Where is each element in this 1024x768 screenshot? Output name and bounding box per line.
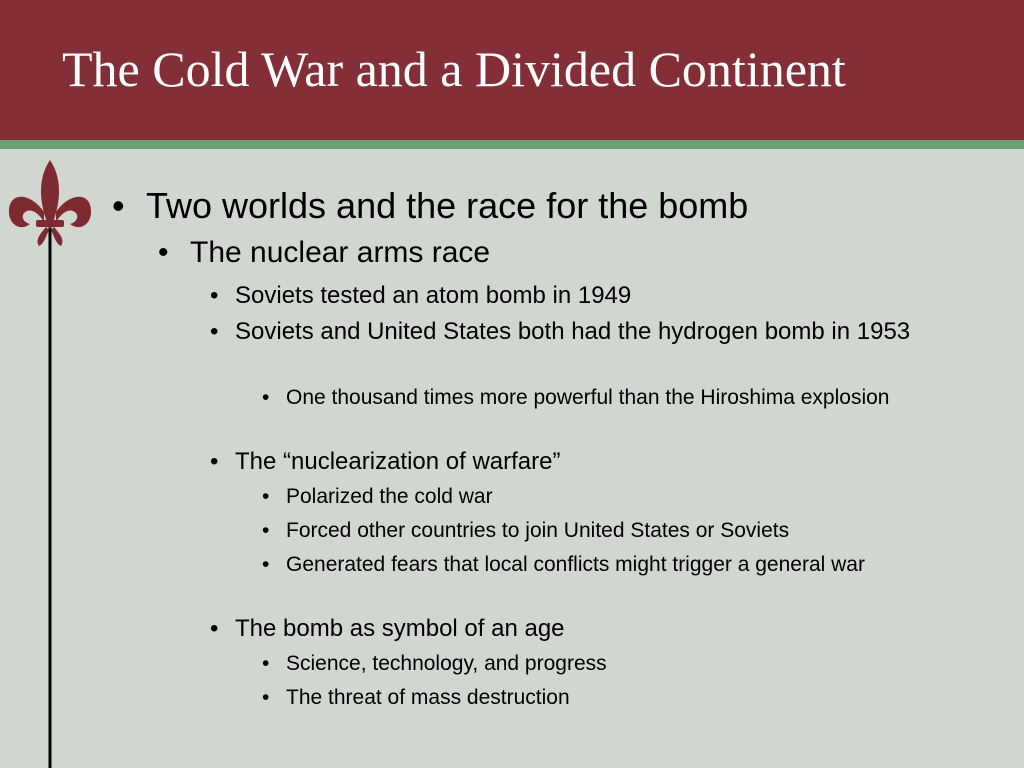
bullet-2: •: [158, 236, 169, 269]
bullet-text-4: Soviets and United States both had the hydrogen bomb in 1953: [235, 318, 911, 345]
bullet-text-3: Soviets tested an atom bomb in 1949: [235, 282, 632, 309]
slide-title: The Cold War and a Divided Continent: [62, 41, 846, 97]
bullet-text-7: Polarized the cold war: [286, 485, 493, 508]
bullet-text-2: The nuclear arms race: [190, 236, 491, 269]
bullet-text-8: Forced other countries to join United States or Soviets: [286, 519, 790, 542]
bullet-9: •: [262, 553, 270, 576]
bullet-4: •: [210, 318, 219, 345]
bullet-5: •: [262, 386, 270, 409]
bullet-text-10: The bomb as symbol of an age: [235, 615, 565, 642]
bullet-text-12: The threat of mass destruction: [286, 686, 570, 709]
bullet-text-9: Generated fears that local conflicts might trigger a general war: [286, 553, 865, 576]
bullet-text-1: Two worlds and the race for the bomb: [146, 185, 749, 226]
bullet-11: •: [262, 652, 270, 675]
bullet-8: •: [262, 519, 270, 542]
bullet-text-6: The “nuclearization of warfare”: [235, 448, 561, 475]
bullet-12: •: [262, 686, 270, 709]
bullet-1: •: [112, 185, 125, 226]
bullet-text-5: One thousand times more powerful than the Hiroshima explosion: [286, 386, 890, 409]
bullet-3: •: [210, 282, 219, 309]
bullet-7: •: [262, 485, 270, 508]
bullet-6: •: [210, 448, 219, 475]
bullet-10: •: [210, 615, 219, 642]
bullet-text-11: Science, technology, and progress: [286, 652, 607, 675]
